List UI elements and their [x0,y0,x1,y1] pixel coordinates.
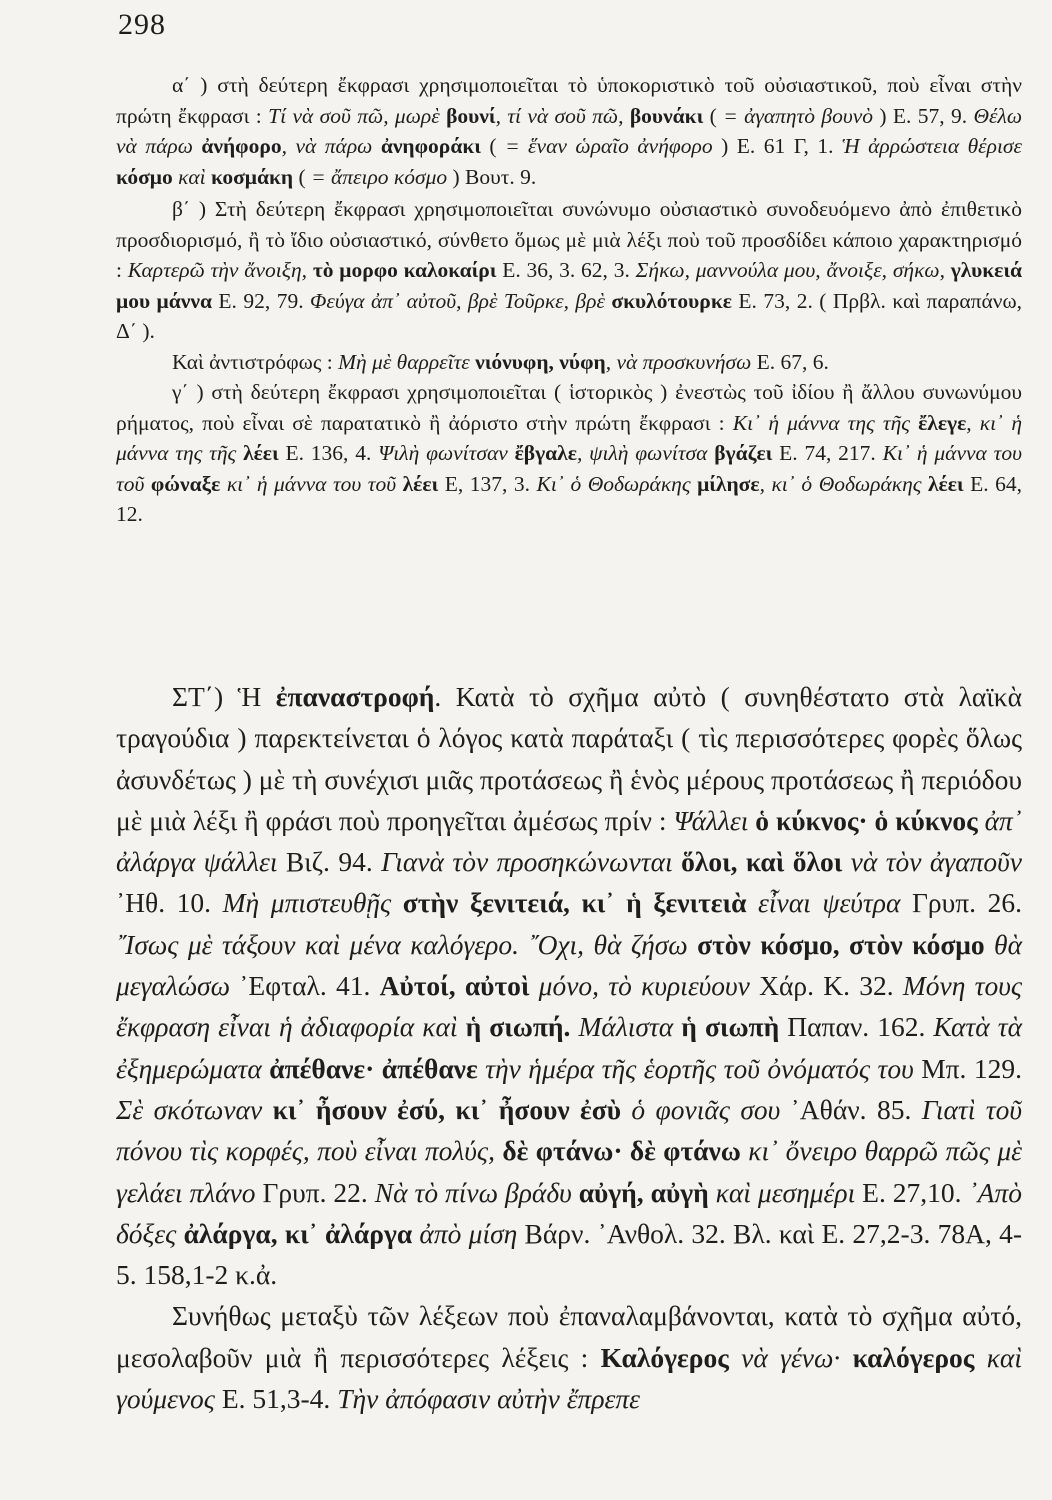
bold-run: ἀνηφοράκι [380,134,481,158]
italic-run: Θέλω νὰ πάρω [116,103,1023,158]
italic-run: κι᾿ ὄνειρο θαρρῶ πῶς μὲ γελάει πλάνο [116,1135,1022,1208]
italic-run: = ἕναν ὡραῖο ἀνήφορο [505,134,713,158]
bold-run: ὁ κύκνος· ὁ κύκνος [755,804,978,836]
bold-run: σκυλότουρκε [611,288,732,313]
italic-run: καὶ [172,164,212,189]
italic-run: , τί νὰ σοῦ πῶ, [495,103,630,128]
italic-run: καὶ γούμενος [116,1341,1022,1415]
italic-run: καὶ μεσημέρι [708,1176,856,1208]
bold-run: καλόγερος [852,1341,975,1373]
italic-run: Γιανὰ τὸν προσηκώνωνται [381,846,682,878]
italic-run: , ψιλὴ φωνίτσα [576,441,715,465]
text-run: Ε, 137, 3. [438,471,537,496]
bold-run: μίλησε [697,471,760,496]
italic-run: ῎Ισως μὲ τάξουν καὶ μένα καλόγερο. ῎Οχι, θὰ ζήσω [116,928,698,960]
bold-run: ἡ σιωπή. [465,1011,579,1043]
bold-run: ἀπέθανε· ἀπέθανε [269,1052,478,1084]
italic-run: = ἀγαπητὸ βουνὸ [723,103,873,128]
italic-run: νὰ τὸν ἀγαποῦν [842,846,1022,878]
paragraph-gamma [116,377,1022,530]
bold-run: νιόνυφη, νύφη [475,349,606,374]
italic-run: Μὴ μπιστευθῇς [222,887,403,919]
italic-run: Κι᾿ ἡ μάννα της τῆς [732,410,919,435]
italic-run: , νὰ προσκυνήσω [605,349,752,374]
italic-run: Κι᾿ ὁ Θοδωράκης [536,471,698,496]
bold-run: ἔλεγε [918,410,967,435]
italic-run: θὰ μεγαλώσω [116,928,1023,1002]
italic-run: Κατὰ τὰ ἐξημερώματα [116,1011,1023,1084]
italic-run: Μάλιστα [578,1011,682,1043]
text-run: Γρυπ. 26. [900,887,1022,919]
text-run: Ε. 36, 3. 62, 3. [496,258,636,282]
paragraph-alpha [116,70,1022,192]
italic-run: μόνο, τὸ κυριεύουν [529,970,750,1002]
text-run: Ε. 92, 79. [211,288,311,313]
bold-run: βουνί [446,103,496,128]
text-run: Μπ. 129. [913,1052,1022,1084]
italic-run: Καρτερῶ τὴν ἄνοιξη, [127,258,313,282]
italic-run: νὰ γένω· [728,1341,853,1373]
text-run: Βάρν. ᾿Ανθολ. 32. Βλ. καὶ Ε. 27,2-3. 78Α, 4-5. 158,1-2 κ.ἀ. [116,1217,1022,1291]
text-run: Συνήθως μεταξὺ τῶν λέξεων ποὺ ἐπαναλαμβάνονται, κατὰ τὸ σχῆμα αὐτό, μεσολαβοῦν μιὰ ἢ περισσότερες λέξεις : [116,1300,1022,1373]
bold-run: ἀνήφορο [201,134,282,158]
italic-run: , νὰ πάρω [281,134,381,158]
text-run: Ε. 136, 4. [278,441,379,465]
bold-run: Αὐτοί, αὐτοὶ [379,970,530,1002]
text-run: Καὶ ἀντιστρόφως : [172,349,339,374]
italic-run: ἀπ᾿ ἀλάργα ψάλλει [116,804,1022,878]
text-run: ( [703,103,724,128]
paragraph-conversely [116,347,1022,378]
italic-run: κι᾿ ἡ μάννα του τοῦ [220,471,403,496]
italic-run: εἶναι ψεύτρα [746,887,901,919]
bold-run: κοσμάκη [211,164,294,189]
italic-run: , κι᾿ ὁ Θοδωράκης [759,471,928,496]
bold-run: φώναξε [150,471,221,496]
bold-run: δὲ φτάνω· δὲ φτάνω [502,1135,741,1167]
text-run: ( [293,164,312,189]
bold-run: λέει [402,471,439,496]
italic-run: Κι᾿ ἡ μάννα του τοῦ [116,441,1022,496]
bold-run: κι᾿ ἦσουν ἐσύ, κι᾿ ἦσουν ἐσὺ [272,1093,622,1125]
text-run: Ε. 27,10. [855,1176,969,1208]
text-run: ᾿Ηθ. 10. [116,887,223,919]
bold-run: βγάζει [714,441,773,465]
bold-run: λέει [243,441,279,465]
italic-run: Σὲ σκότωναν [116,1093,273,1125]
text-run: Βιζ. 94. [277,846,382,878]
text-run: ( [480,134,506,158]
italic-run: Μόνη τους ἔκφραση εἶναι ἡ ἀδιαφορία καὶ [116,970,1022,1043]
text-run: ) Ε. 57, 9. [873,103,974,128]
bold-run: στὸν κόσμο, στὸν κόσμο [697,928,985,960]
italic-run: ὁ φονιᾶς σου [621,1093,781,1125]
bold-run: βουνάκι [629,103,704,128]
paragraph-beta [116,194,1022,347]
text-run: Ε. 67, 6. [751,349,829,374]
italic-run: ᾿Απὸ δόξες [116,1176,1022,1249]
bold-run: ἐπαναστροφή [275,681,435,712]
text-run: ᾿Εφταλ. 41. [230,970,380,1002]
bold-run: κόσμο [116,164,173,189]
bold-run: αὐγή, αὐγὴ [578,1176,709,1208]
bold-run: ὅλοι, καὶ ὅλοι [681,846,843,878]
text-run: β΄ ) Στὴ δεύτερη ἔκφρασι χρησιμοποιεῖται συνώνυμο οὐσιαστικὸ συνοδευόμενο ἀπὸ ἐπιθετικὸ προσδιορισμό, ἢ τὸ ἴδιο οὐσιαστικό, σύνθετο ὅμως μὲ μιὰ λέξι ποὺ τοῦ προσδίδει κάποιο χαρακτηρισμό : [116,197,1022,282]
italic-run: Μὴ μὲ θαρρεῖτε [338,349,476,374]
italic-run: Τί νὰ σοῦ πῶ, μωρὲ [268,103,447,128]
text-run: Ε. 73, 2. ( Πρβλ. καὶ παραπάνω, Δ΄ ). [116,288,1022,343]
bold-run: ἀλάργα, κι᾿ ἀλάργα [183,1217,413,1249]
italic-run: Ἡ ἀρρώστεια θέρισε [842,134,1022,158]
italic-run: τὴν ἡμέρα τῆς ἑορτῆς τοῦ ὀνόματός του [477,1052,914,1084]
italic-run: Γιατὶ τοῦ πόνου τὶς κορφές, ποὺ εἶναι πολύς, [116,1093,1022,1167]
italic-run: ἀπὸ μίση [412,1217,518,1249]
bold-run: ἔβγαλε [514,441,577,465]
bold-run: Καλόγερος [600,1341,729,1373]
text-run: ) Ε. 61 Γ, 1. [712,134,843,158]
bold-run: τὸ μορφο καλοκαίρι [312,258,497,282]
bold-run: γλυκειά μου μάννα [116,258,1023,313]
section-small-print [116,70,1022,530]
text-run: Ε. 51,3-4. [214,1383,338,1415]
bold-run: στὴν ξενιτειά, κι᾿ ἡ ξενιτειὰ [402,887,747,919]
bold-run: λέει [927,471,964,496]
text-run: Γρυπ. 22. [255,1176,375,1208]
italic-run: Φεύγα ἀπ᾿ αὐτοῦ, βρὲ Τοῦρκε, βρὲ [310,288,612,313]
italic-run: , κι᾿ ἡ μάννα της τῆς [116,410,1022,465]
italic-run: Ψιλὴ φωνίτσαν [378,441,515,465]
section-epanastrophe [116,676,1022,1419]
paragraph-epanastrophe [116,676,1022,1295]
italic-run: Τὴν ἀπόφασιν αὐτὴν ἔπρεπε [337,1383,640,1415]
italic-run: Ψάλλει [673,804,756,836]
text-run: Παπαν. 162. [779,1011,934,1043]
text-run: γ΄ ) στὴ δεύτερη ἔκφρασι χρησιμοποιεῖται ( ἱστορικὸς ) ἐνεστὼς τοῦ ἰδίου ἢ ἄλλου συνωνύμου ρήματος, ποὺ εἶναι σὲ παρατατικὸ ἢ ἀόριστο στὴν πρώτη ἔκφρασι : [116,380,1022,435]
text-run: α΄ ) στὴ δεύτερη ἔκφρασι χρησιμοποιεῖται τὸ ὑποκοριστικὸ τοῦ οὐσιαστικοῦ, ποὺ εἶναι στὴν πρώτη ἔκφρασι : [116,73,1022,128]
text-run: ᾿Αθάν. 85. [780,1093,922,1125]
text-run: Ε. 74, 217. [772,441,883,465]
text-run: ΣΤ΄) Ἡ [172,681,276,712]
text-run: ) Βουτ. 9. [447,164,537,189]
bold-run: ἡ σιωπὴ [681,1011,780,1043]
paragraph-usually [116,1295,1022,1419]
italic-run: Νὰ τὸ πίνω βράδυ [374,1176,579,1208]
text-run: Χάρ. Κ. 32. [749,970,903,1002]
italic-run: = ἄπειρο κόσμο [311,164,448,189]
page-number: 298 [118,8,166,41]
italic-run: Σήκω, μαννούλα μου, ἄνοιξε, σήκω, [635,258,951,282]
text-run: Ε. 64, 12. [116,471,1022,526]
text-run: . Κατὰ τὸ σχῆμα αὐτὸ ( συνηθέστατο στὰ λαϊκὰ τραγούδια ) παρεκτείνεται ὁ λόγος κατὰ παράταξι ( τὶς περισσότερες φορὲς ὅλως ἀσυνδέτως ) μὲ τὴ συνέχισι μιᾶς προτάσεως ἢ ἑνὸς μέρους προτάσεως ἢ περιόδου μὲ μιὰ λέξι ἢ φράσι ποὺ προηγεῖται ἀμέσως πρίν : [116,681,1022,836]
